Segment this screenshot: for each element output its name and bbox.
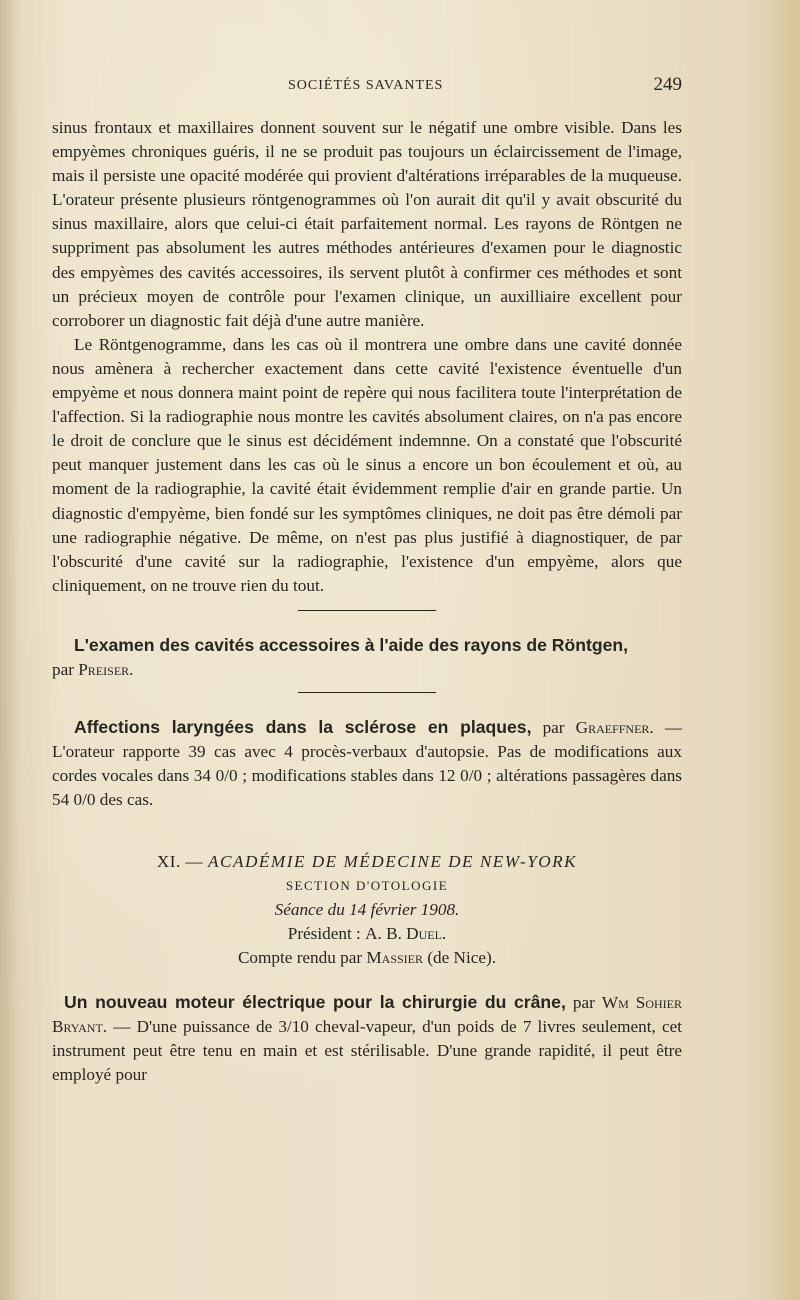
president-line xyxy=(52,922,682,946)
article-author: Preiser. xyxy=(78,659,134,679)
article-text: — L'orateur rapporte 39 cas avec 4 procès-verbaux d'autopsie. Pas de modifications aux cordes vocales dans 34 0/0 ; modifications stables dans 12 0/0 ; altérations passagères dans 54 0/0 des cas. xyxy=(52,717,683,809)
article-author: Graeffner. xyxy=(575,717,654,737)
separator-rule xyxy=(298,692,436,693)
section-number: XI. — xyxy=(156,851,204,871)
section-heading-block xyxy=(52,850,682,970)
report-label: Compte rendu par xyxy=(237,947,363,967)
subsection-title: SECTION D'OTOLOGIE xyxy=(285,877,449,893)
running-head: SOCIÉTÉS SAVANTES xyxy=(288,78,444,93)
report-line xyxy=(52,946,682,970)
page-gutter-shadow xyxy=(0,0,20,1300)
seance-date: Séance du 14 février 1908. xyxy=(274,899,460,919)
section-title xyxy=(52,850,682,874)
article-text: — D'une puissance de 3/10 cheval-vapeur, d'un poids de 7 livres seulement, cet instrument peut être tenu en main et est stérilisable. D'une grande rapidité, il peut être employé pour xyxy=(52,1016,682,1085)
page-content xyxy=(52,116,682,1087)
article-author: Wm Sohier Bryant. xyxy=(52,992,682,1036)
president-name: A. B. Duel. xyxy=(365,923,447,943)
article-by: par xyxy=(572,992,595,1012)
section-name: ACADÉMIE DE MÉDECINE DE NEW-YORK xyxy=(208,851,578,871)
president-label: Président : xyxy=(287,923,361,943)
article-by: par xyxy=(542,717,565,737)
article-graeffner xyxy=(52,715,682,812)
article-preiser xyxy=(52,633,682,682)
article-title: L'examen des cavités accessoires à l'aide des rayons de Röntgen, xyxy=(74,634,629,655)
page-header xyxy=(52,76,682,102)
paragraph-rontgenogramme: Le Röntgenogramme, dans les cas où il montrera une ombre dans une cavité donnée nous amènera à rechercher exactement dans cette cavité l'existence éventuelle d'un empyème et nous donnera maint point de repère qui nous facilitera toute l'interprétation de l'affection. Si la radiographie nous montre les cavités absolument claires, on n'a pas encore le droit de conclure que le sinus est décidément indemnne. On a constaté que l'obscurité peut manquer justement dans les cas où le sinus a encore un bon écoulement et où, au moment de la radiographie, la cavité était évidemment remplie d'air en grande partie. Un diagnostic d'empyème, bien fondé sur les symptômes cliniques, ne doit pas être démoli par une radiographie négative. De même, on n'est pas plus justifié à diagnostiquer, de par l'obscurité d'une cavité sur la radiographie, l'existence d'un empyème, alors que cliniquement, on ne trouve rien du tout. xyxy=(52,334,682,595)
article-by: par xyxy=(52,659,74,679)
page-edge-discoloration xyxy=(772,0,800,1300)
reporter-place: (de Nice). xyxy=(427,947,497,967)
reporter-name: Massier xyxy=(366,947,424,967)
article-title-line xyxy=(52,633,682,658)
article-byline xyxy=(52,658,682,682)
paragraph-continuation: sinus frontaux et maxillaires donnent souvent sur le négatif une ombre visible. Dans les empyèmes chroniques guéris, il ne se produit pas toujours un éclaircissement de l'image, mais il persiste une opacité modérée qui provient d'altérations irréparables de la muqueuse. L'orateur présente plusieurs röntgenogrammes où l'on aurait dit qu'il y avait obscurité du sinus maxillaire, alors que celui-ci était parfaitement normal. Les rayons de Röntgen ne suppriment pas absolument les autres méthodes antérieures d'examen pour le diagnostic des empyèmes des cavités accessoires, ils servent plutôt à confirmer ces méthodes et sont un précieux moyen de contrôle pour l'examen clinique, un auxilliaire excellent pour corroborer un diagnostic fait déjà d'une autre manière. xyxy=(52,118,682,330)
separator-rule xyxy=(298,610,436,611)
article-bryant xyxy=(52,990,682,1087)
page-number: 249 xyxy=(653,74,682,95)
article-title: Affections laryngées dans la sclérose en plaques, xyxy=(74,716,532,737)
article-title: Un nouveau moteur électrique pour la chirurgie du crâne, xyxy=(64,991,566,1012)
